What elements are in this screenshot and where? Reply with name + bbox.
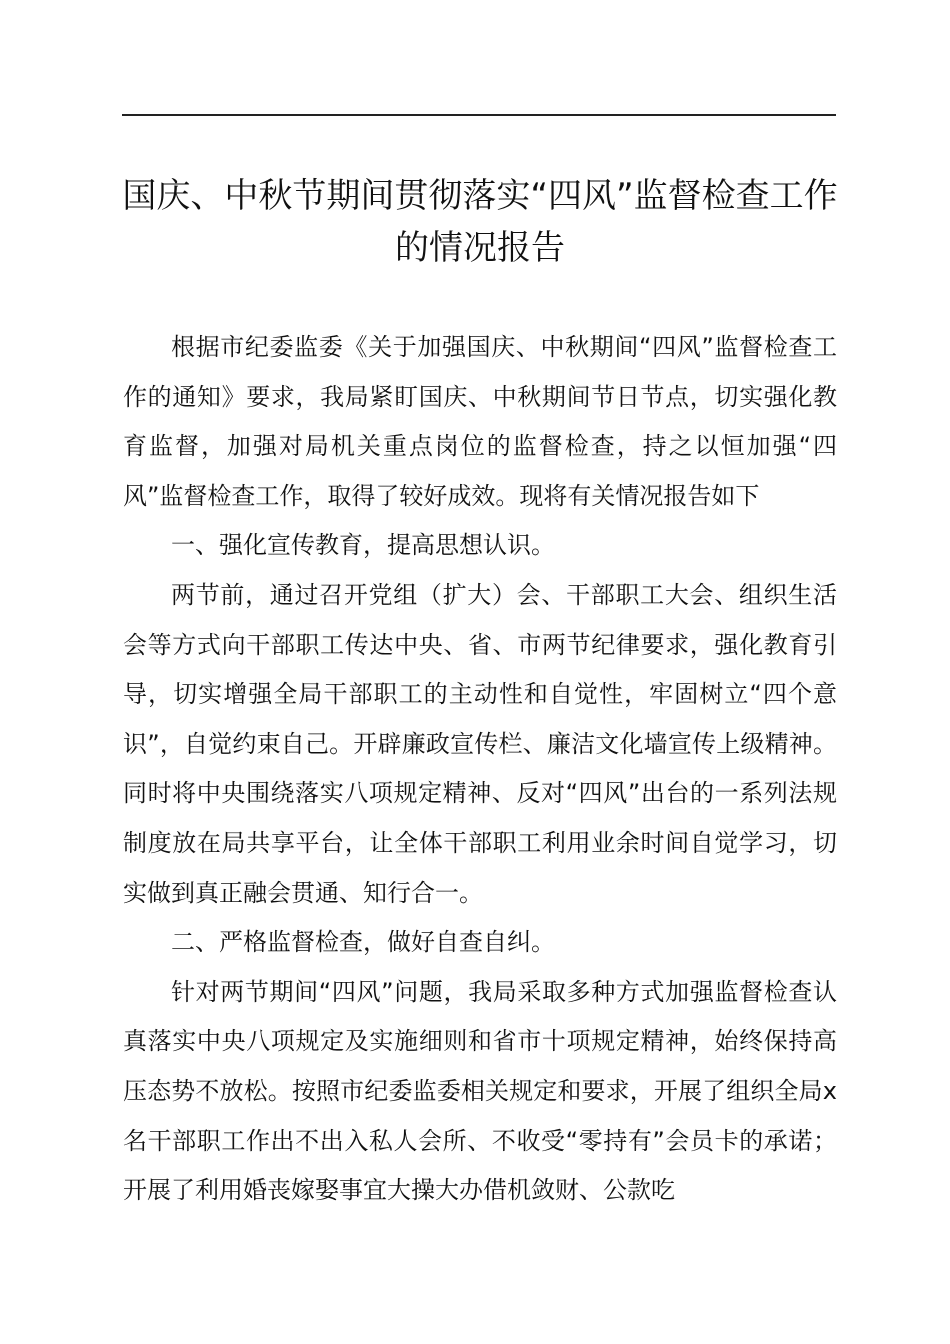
section-2-paragraph: 针对两节期间“四风”问题，我局采取多种方式加强监督检查认真落实中央八项规定及实施细则和省市十项规定精神，始终保持高压态势不放松。按照市纪委监委相关规定和要求，开展了组织全局x名干部职工作出不出入私人会所、不收受“零持有”会员卡的承诺；开展了利用婚丧嫁娶事宜大操大办借机敛财、公款吃 bbox=[123, 977, 837, 1205]
document-title: 国庆、中秋节期间贯彻落实“四风”监督检查工作的情况报告 bbox=[122, 176, 838, 268]
section-heading-1: 一、强化宣传教育，提高思想认识。 bbox=[171, 531, 555, 560]
section-1-paragraph: 两节前，通过召开党组（扩大）会、干部职工大会、组织生活会等方式向干部职工传达中央、省、市两节纪律要求，强化教育引导，切实增强全局干部职工的主动性和自觉性，牢固树立“四个意识”，自觉约束自己。开辟廉政宣传栏、廉洁文化墙宣传上级精神。同时将中央围绕落实八项规定精神、反对“四风”出台的一系列法规制度放在局共享平台，让全体干部职工利用业余时间自觉学习，切实做到真正融会贯通、知行合一。 bbox=[123, 580, 837, 907]
header-rule bbox=[122, 114, 836, 116]
intro-paragraph: 根据市纪委监委《关于加强国庆、中秋期间“四风”监督检查工作的通知》要求，我局紧盯国庆、中秋期间节日节点，切实强化教育监督，加强对局机关重点岗位的监督检查，持之以恒加强“四风”监督检查工作，取得了较好成效。现将有关情况报告如下 bbox=[123, 333, 837, 510]
section-heading-2: 二、严格监督检查，做好自查自纠。 bbox=[171, 928, 555, 957]
document-body bbox=[123, 323, 837, 1216]
